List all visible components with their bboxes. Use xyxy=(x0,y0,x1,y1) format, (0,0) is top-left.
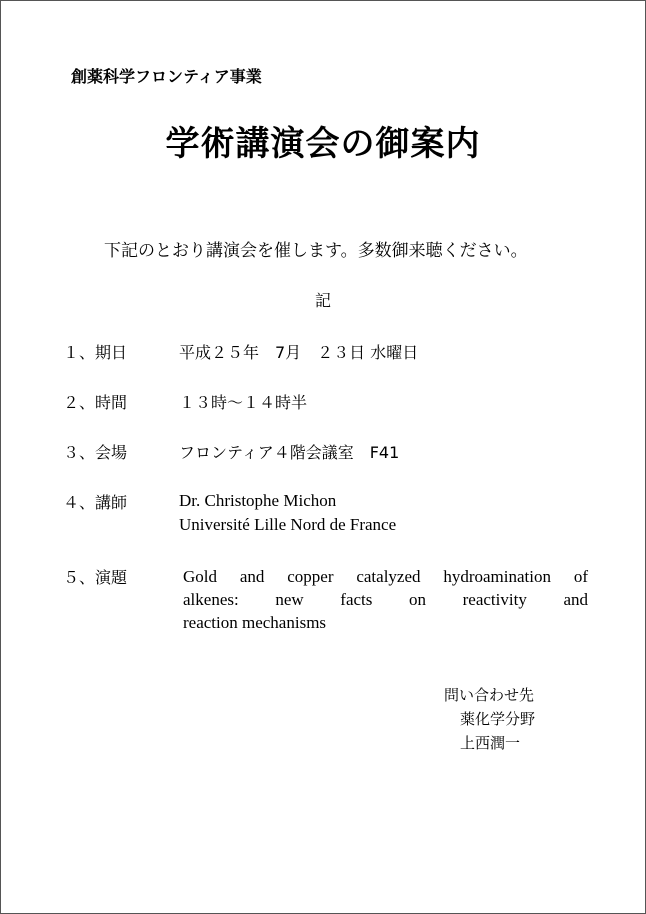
item-label: ４、講師 xyxy=(63,493,128,512)
page-title: 学術講演会の御案内 xyxy=(165,124,481,164)
item-value: １３時～１４時半 xyxy=(179,393,308,412)
item-value: フロンティア４階会議室 F41 xyxy=(179,443,400,462)
topic-line: Gold and copper catalyzed hydroamination of xyxy=(183,567,588,586)
ki-heading: 記 xyxy=(314,291,331,310)
topic-line: alkenes: new facts on reactivity and xyxy=(183,590,588,609)
item-label: ３、会場 xyxy=(63,443,128,462)
item-label: ２、時間 xyxy=(63,393,128,412)
topic-text xyxy=(183,565,588,634)
topic-line: reaction mechanisms xyxy=(183,613,327,632)
intro-text: 下記のとおり講演会を催します。多数御来聴ください。 xyxy=(104,241,528,261)
item-value: 平成２５年 7月 ２３日 水曜日 xyxy=(179,343,419,362)
organization-name: 創薬科学フロンティア事業 xyxy=(71,67,262,86)
item-label: ５、演題 xyxy=(63,568,128,587)
contact-dept: 薬化学分野 xyxy=(460,710,536,728)
speaker-affiliation: Université Lille Nord de France xyxy=(179,515,397,534)
contact-name: 上西潤一 xyxy=(460,734,521,752)
contact-heading: 問い合わせ先 xyxy=(444,686,535,704)
contact-block xyxy=(444,683,535,755)
item-label: １、期日 xyxy=(63,343,128,362)
speaker-info xyxy=(179,489,396,537)
speaker-name: Dr. Christophe Michon xyxy=(179,491,337,510)
